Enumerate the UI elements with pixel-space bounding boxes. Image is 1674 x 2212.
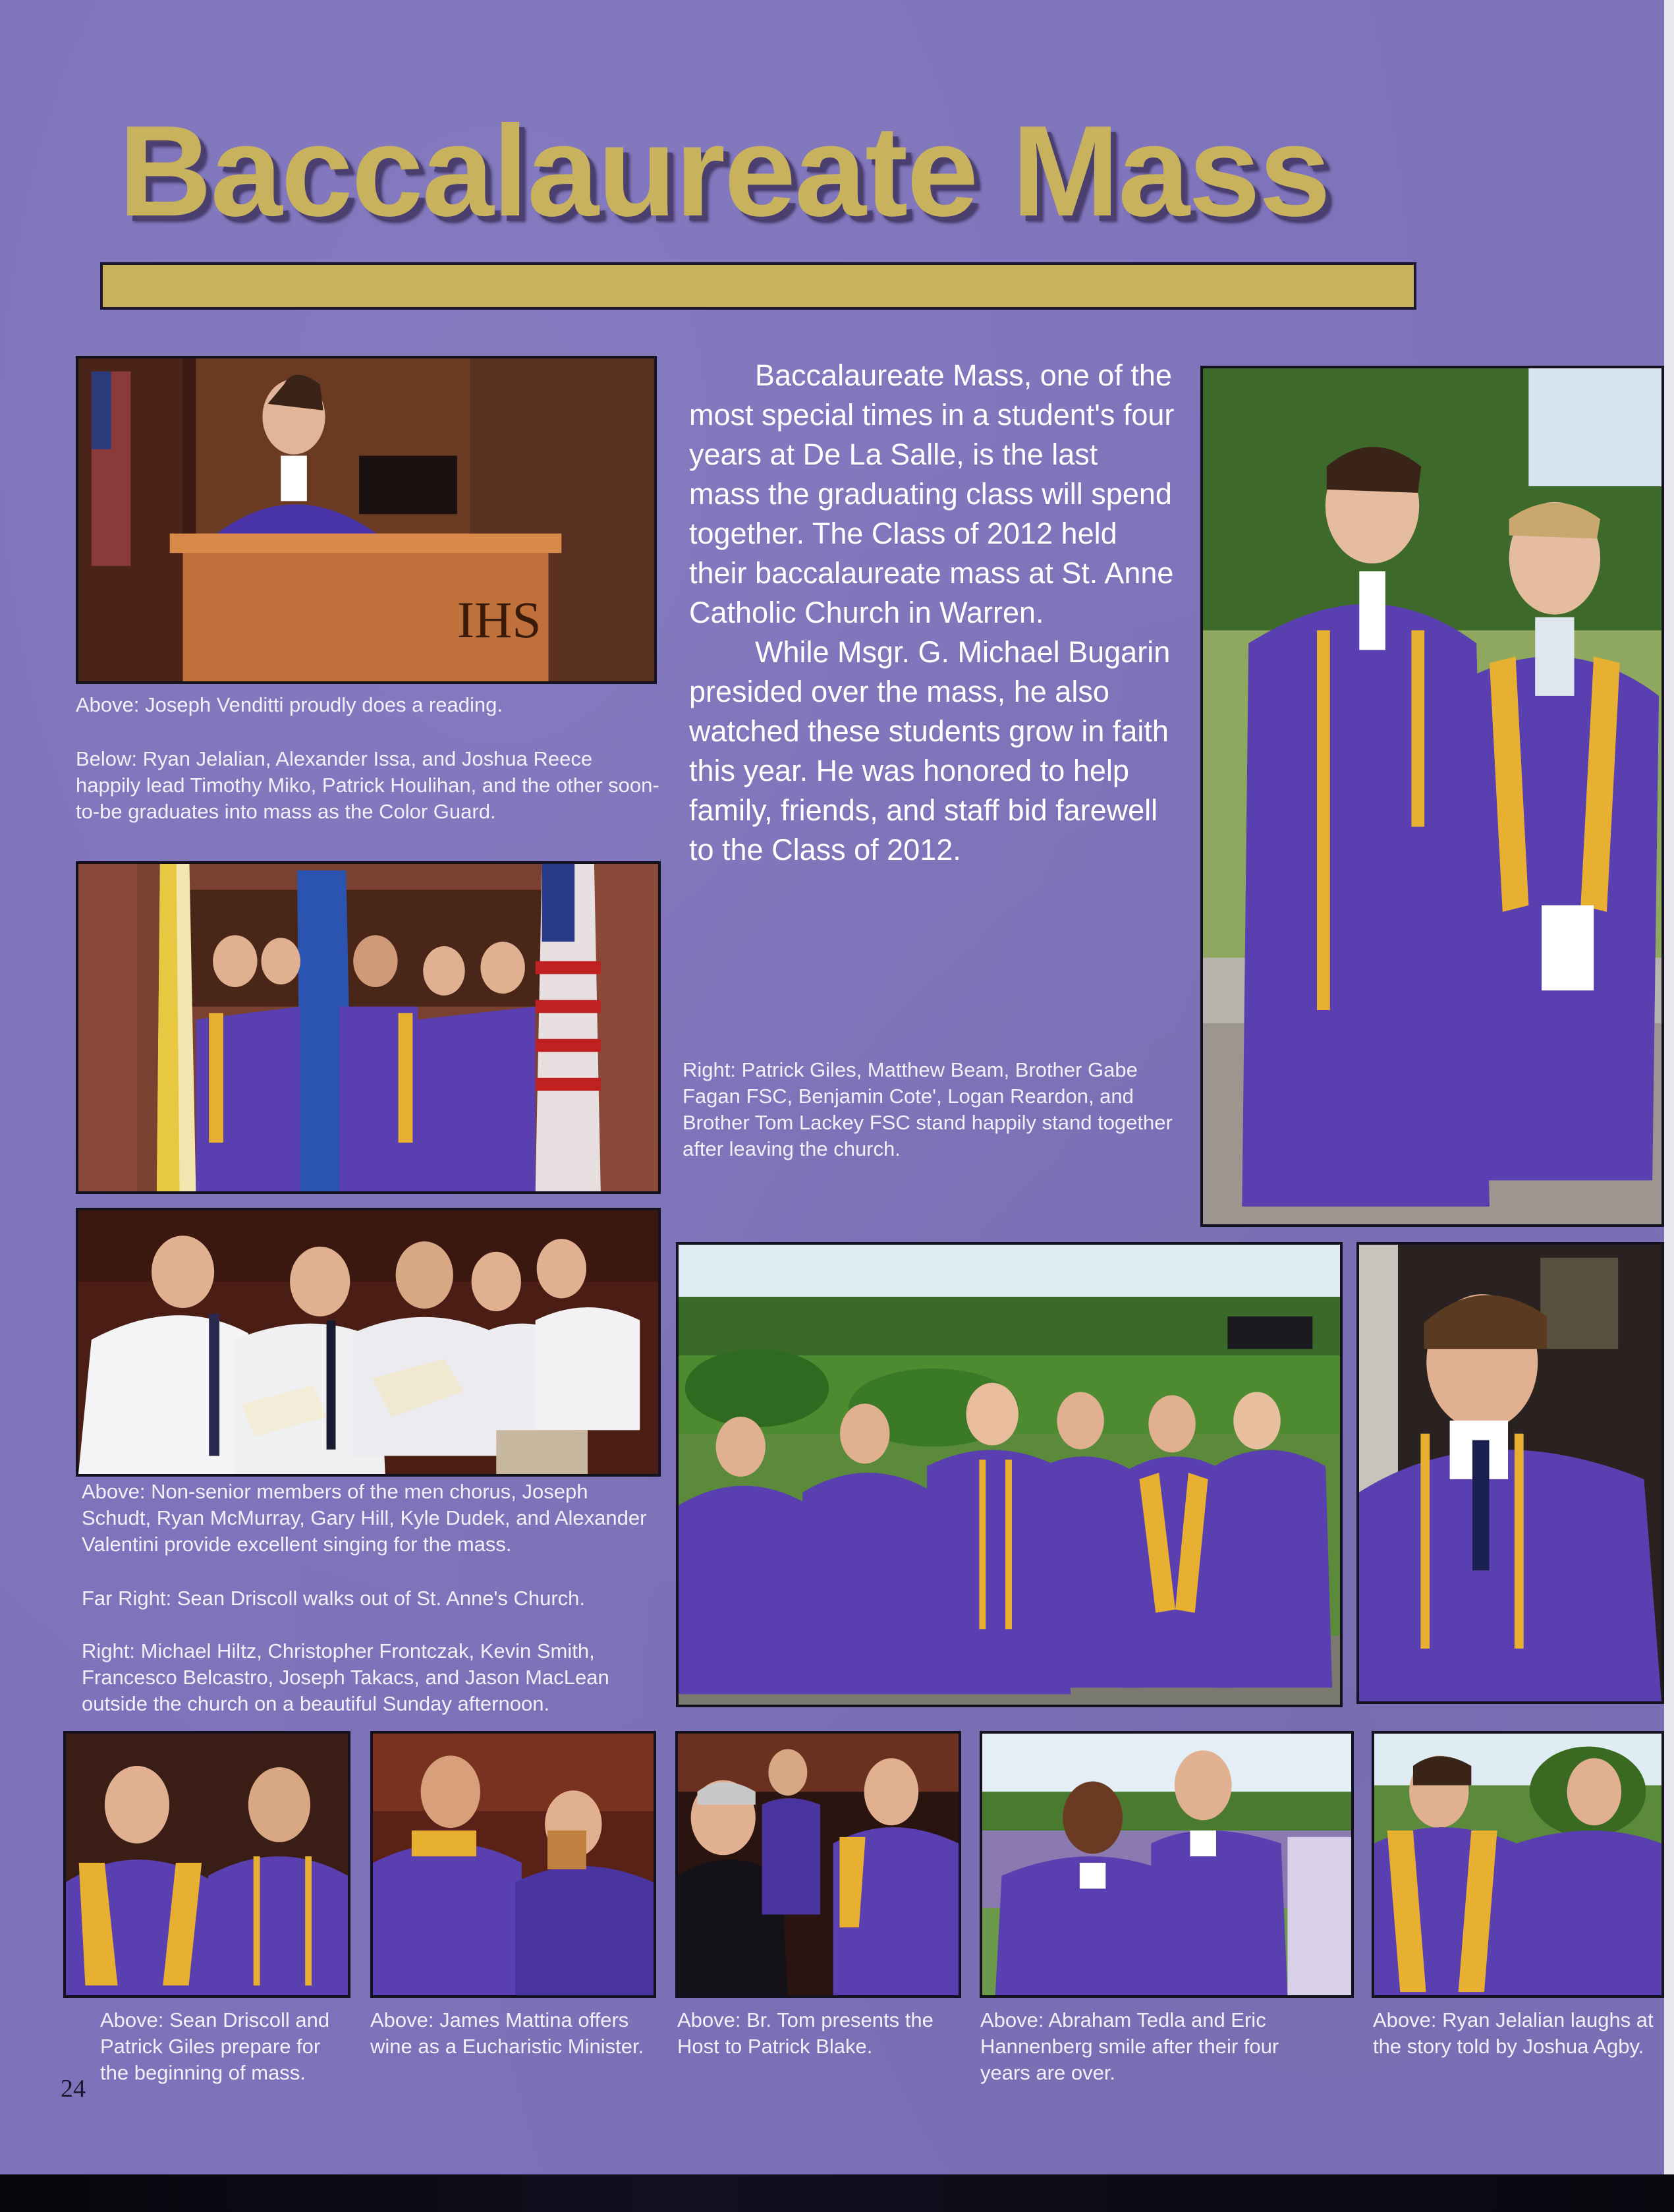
photo-color-guard [76,861,661,1194]
photo-outside-church [676,1242,1343,1707]
photo-men-chorus [76,1208,661,1477]
title-underline-bar [100,262,1416,310]
caption-chorus: Above: Non-senior members of the men chorus, Joseph Schudt, Ryan McMurray, Gary Hill, Kyle Dudek, and Alexander Valentini provide excellent singing for the mass. [82,1480,647,1556]
caption-bottom-1: Above: Sean Driscoll and Patrick Giles prepare for the beginning of mass. [100,2008,330,2084]
story-paragraph-2: While Msgr. G. Michael Bugarin presided over the mass, he also watched these students grow in faith this year. He was honored to help family, friends, and staff bid farewell to the Class of 2012. [689,635,1171,866]
photo-bottom-2 [370,1731,656,1998]
photo-bottom-3 [675,1731,961,1998]
page-title: Baccalaureate Mass [119,99,1330,243]
caption-outside: Right: Michael Hiltz, Christopher Frontczak, Kevin Smith, Francesco Belcastro, Joseph Takacs, and Jason MacLean outside the church on a beautiful Sunday afternoon. [82,1639,609,1715]
caption-bottom-3: Above: Br. Tom presents the Host to Patrick Blake. [677,2008,934,2058]
photo-two-graduates [1200,366,1664,1227]
caption-right-group: Right: Patrick Giles, Matthew Beam, Brother Gabe Fagan FSC, Benjamin Cote', Logan Reardon, and Brother Tom Lackey FSC stand happily stand together after leaving the church. [683,1058,1173,1160]
photo-sean-driscoll [1356,1242,1664,1704]
caption-bottom-5: Above: Ryan Jelalian laughs at the story told by Joshua Agby. [1373,2008,1654,2058]
page-edge [1664,0,1674,2174]
story-text [689,356,1177,870]
photo-bottom-4 [980,1731,1354,1998]
svg-text:IHS: IHS [457,592,542,650]
caption-bottom-2: Above: James Mattina offers wine as a Eucharistic Minister. [370,2008,644,2058]
photo-bottom-1 [63,1731,350,1998]
caption-reading: Above: Joseph Venditti proudly does a reading. [76,693,503,716]
photo-reading-lectern [76,356,657,684]
caption-color-guard: Below: Ryan Jelalian, Alexander Issa, and Joshua Reece happily lead Timothy Miko, Patrick Houlihan, and the other soon-to-be graduates into mass as the Color Guard. [76,747,659,823]
caption-bottom-4: Above: Abraham Tedla and Eric Hannenberg smile after their four years are over. [980,2008,1279,2084]
page-number: 24 [61,2075,86,2103]
scan-bottom-strip [0,2174,1674,2212]
story-paragraph-1: Baccalaureate Mass, one of the most special times in a student's four years at De La Salle, is the last mass the graduating class will spend together. The Class of 2012 held their baccalaureate mass at St. Anne Catholic Church in Warren. [689,358,1175,629]
photo-bottom-5 [1372,1731,1664,1998]
caption-far-right: Far Right: Sean Driscoll walks out of St. Anne's Church. [82,1587,586,1610]
